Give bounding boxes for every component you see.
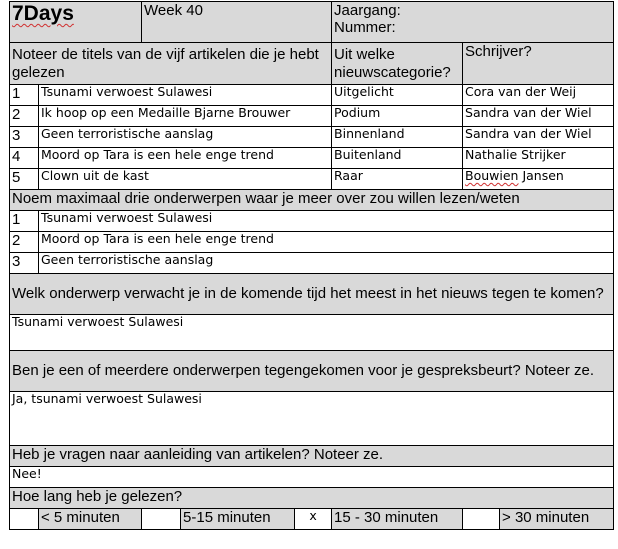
row-number: 1 — [10, 85, 39, 106]
row-number: 2 — [10, 232, 39, 253]
row-number: 2 — [10, 106, 39, 127]
article-author[interactable] — [463, 169, 614, 190]
article-title[interactable]: Geen terroristische aanslag — [39, 127, 332, 148]
topic-text[interactable]: Tsunami verwoest Sulawesi — [39, 211, 614, 232]
article-title[interactable]: Moord op Tara is een hele enge trend — [39, 148, 332, 169]
article-category[interactable]: Binnenland — [332, 127, 463, 148]
presentation-header-row — [10, 351, 614, 392]
duration-checkbox[interactable] — [10, 509, 39, 530]
duration-option-label: 15 - 30 minuten — [332, 509, 463, 530]
row-number: 3 — [10, 127, 39, 148]
questions-answer-row — [10, 467, 614, 488]
page-title: 7Days — [12, 2, 74, 25]
duration-option-label: > 30 minuten — [500, 509, 614, 530]
duration-header-row — [10, 488, 614, 509]
nummer-label: Nummer: — [334, 19, 396, 37]
author-header: Schrijver? — [463, 43, 614, 85]
presentation-answer-row — [10, 392, 614, 446]
topic-text[interactable]: Geen terroristische aanslag — [39, 253, 614, 274]
header-row — [10, 2, 614, 43]
questions-question: Heb je vragen naar aanleiding van artikelen? Noteer ze. — [10, 446, 614, 467]
author-last-name: Jansen — [518, 168, 564, 183]
article-author[interactable]: Sandra van der Wiel — [463, 127, 614, 148]
articles-question: Noteer de titels van de vijf artikelen die je hebt gelezen — [10, 43, 332, 85]
expected-answer[interactable]: Tsunami verwoest Sulawesi — [10, 315, 614, 351]
article-row — [10, 85, 614, 106]
article-category[interactable]: Podium — [332, 106, 463, 127]
article-row — [10, 148, 614, 169]
topic-row — [10, 253, 614, 274]
week-cell: Week 40 — [142, 2, 332, 43]
article-category[interactable]: Raar — [332, 169, 463, 190]
duration-checkbox[interactable] — [142, 509, 181, 530]
questions-answer[interactable]: Nee! — [10, 467, 614, 488]
reading-log-table — [9, 1, 614, 530]
expected-answer-row — [10, 315, 614, 351]
duration-checkbox[interactable] — [463, 509, 500, 530]
row-number: 5 — [10, 169, 39, 190]
article-author[interactable]: Cora van der Weij — [463, 85, 614, 106]
row-number: 3 — [10, 253, 39, 274]
article-title[interactable]: Clown uit de kast — [39, 169, 332, 190]
article-author[interactable]: Nathalie Strijker — [463, 148, 614, 169]
article-category[interactable]: Uitgelicht — [332, 85, 463, 106]
duration-options-row — [10, 509, 614, 530]
article-row — [10, 127, 614, 148]
article-category[interactable]: Buitenland — [332, 148, 463, 169]
row-number: 4 — [10, 148, 39, 169]
expected-header-row — [10, 274, 614, 315]
issue-cell — [332, 2, 614, 43]
title-cell — [10, 2, 142, 43]
topics-question: Noem maximaal drie onderwerpen waar je meer over zou willen lezen/weten — [10, 190, 614, 211]
presentation-answer[interactable]: Ja, tsunami verwoest Sulawesi — [10, 392, 614, 446]
presentation-question: Ben je een of meerdere onderwerpen tegengekomen voor je gespreksbeurt? Noteer ze. — [10, 351, 614, 392]
article-row — [10, 106, 614, 127]
category-header: Uit welke nieuwscategorie? — [332, 43, 463, 85]
topic-text[interactable]: Moord op Tara is een hele enge trend — [39, 232, 614, 253]
article-title[interactable]: Tsunami verwoest Sulawesi — [39, 85, 332, 106]
article-author[interactable]: Sandra van der Wiel — [463, 106, 614, 127]
topics-header-row — [10, 190, 614, 211]
articles-header-row — [10, 43, 614, 85]
duration-checkbox-checked[interactable]: x — [295, 509, 332, 530]
duration-question: Hoe lang heb je gelezen? — [10, 488, 614, 509]
row-number: 1 — [10, 211, 39, 232]
jaargang-label: Jaargang: — [334, 2, 401, 19]
duration-option-label: 5-15 minuten — [181, 509, 295, 530]
article-title[interactable]: Ik hoop op een Medaille Bjarne Brouwer — [39, 106, 332, 127]
duration-option-label: < 5 minuten — [39, 509, 142, 530]
article-row — [10, 169, 614, 190]
author-first-name: Bouwien — [465, 168, 519, 183]
questions-header-row — [10, 446, 614, 467]
expected-question: Welk onderwerp verwacht je in de komende tijd het meest in het nieuws tegen te komen? — [10, 274, 614, 315]
topic-row — [10, 232, 614, 253]
topic-row — [10, 211, 614, 232]
